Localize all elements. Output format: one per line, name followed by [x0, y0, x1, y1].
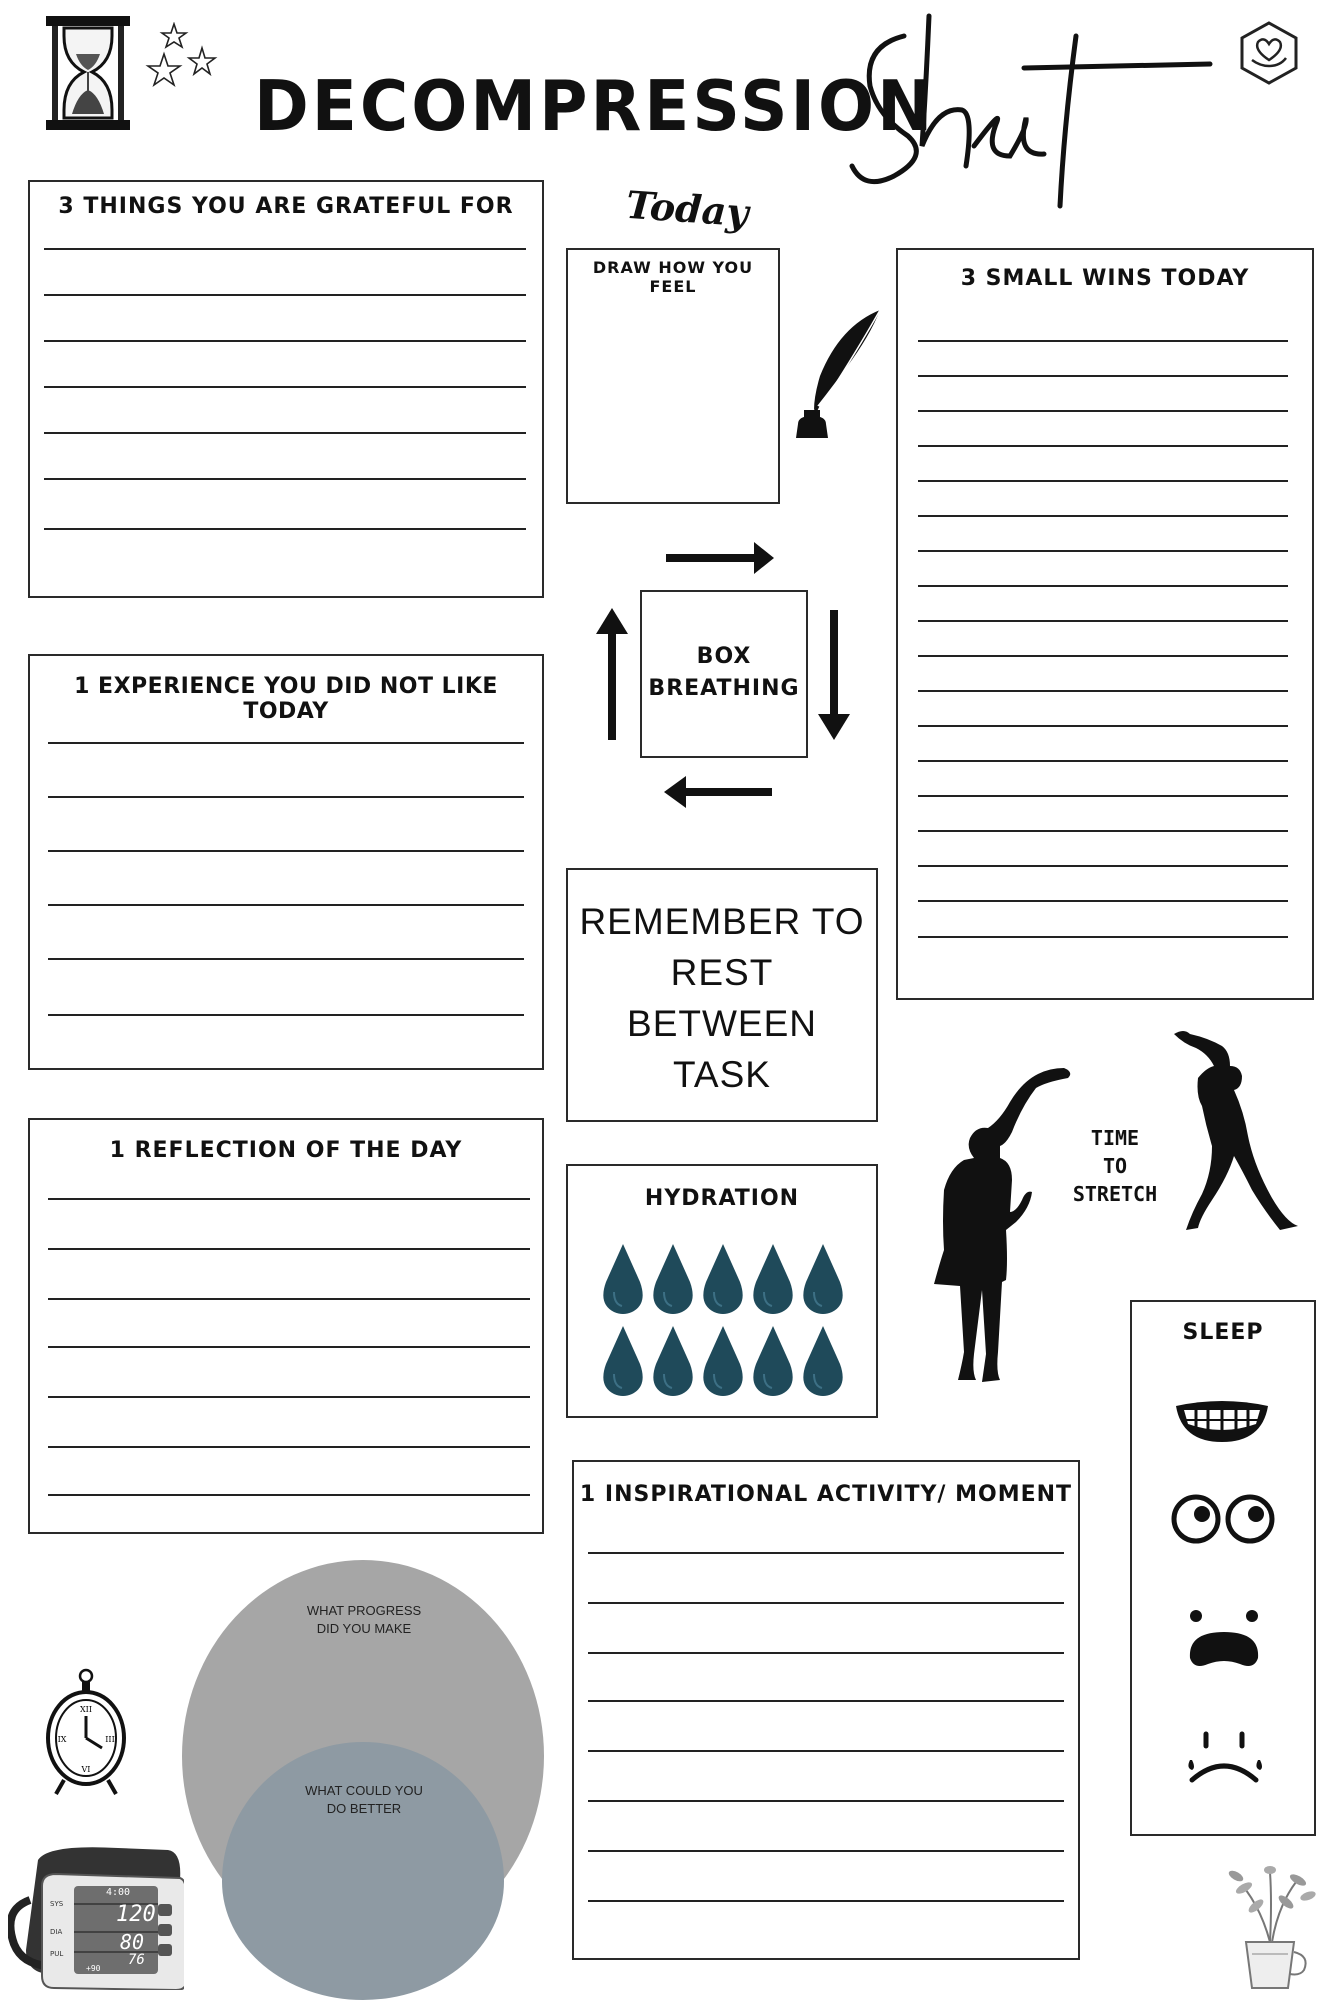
- svg-text:VI: VI: [81, 1765, 91, 1774]
- writing-line[interactable]: [918, 690, 1288, 692]
- water-drop-icon[interactable]: [602, 1242, 644, 1314]
- stretch-line-2: TO: [1102, 1154, 1128, 1178]
- writing-line[interactable]: [48, 796, 524, 798]
- shocked-face-icon[interactable]: [1184, 1608, 1264, 1672]
- writing-line[interactable]: [44, 294, 526, 296]
- draw-feel-section[interactable]: [566, 248, 780, 504]
- writing-line[interactable]: [44, 478, 526, 480]
- rest-line-4: TASK: [673, 1054, 771, 1095]
- care-heart-icon: [1236, 20, 1302, 86]
- experience-heading: 1 EXPERIENCE YOU DID NOT LIKE TODAY: [74, 674, 498, 724]
- stretch-line-3: STRETCH: [1072, 1182, 1158, 1206]
- writing-line[interactable]: [918, 655, 1288, 657]
- better-caption: [262, 1782, 466, 1818]
- bp-dia-label: DIA: [50, 1928, 63, 1936]
- rest-line-1: REMEMBER TO: [579, 901, 865, 942]
- progress-caption-line-1: WHAT PROGRESS: [306, 1603, 422, 1618]
- stars-icon: [144, 22, 220, 92]
- writing-line[interactable]: [48, 1494, 530, 1496]
- wide-eyes-face-icon[interactable]: [1170, 1492, 1276, 1546]
- inspirational-lines: [588, 1552, 1064, 1932]
- svg-text:III: III: [105, 1735, 115, 1744]
- sad-face-icon[interactable]: [1184, 1730, 1264, 1794]
- box-breathing-diagram: [590, 536, 860, 816]
- sleep-heading: SLEEP: [1182, 1320, 1264, 1345]
- writing-line[interactable]: [918, 865, 1288, 867]
- draw-feel-heading: DRAW HOW YOU FEEL: [592, 258, 754, 296]
- better-caption-line-1: WHAT COULD YOU: [305, 1783, 423, 1798]
- writing-line[interactable]: [48, 1248, 530, 1250]
- bp-pul-label: PUL: [50, 1950, 64, 1958]
- writing-line[interactable]: [918, 725, 1288, 727]
- water-drop-icon[interactable]: [752, 1242, 794, 1314]
- bp-sys-label: SYS: [50, 1900, 64, 1908]
- writing-line[interactable]: [918, 410, 1288, 412]
- writing-line[interactable]: [588, 1850, 1064, 1852]
- water-drop-icon[interactable]: [702, 1242, 744, 1314]
- svg-text:IX: IX: [57, 1735, 67, 1744]
- bp-time: 4:00: [106, 1887, 131, 1898]
- writing-line[interactable]: [48, 1298, 530, 1300]
- hydration-drops: [602, 1242, 852, 1402]
- bp-extra: +90: [86, 1964, 101, 1973]
- stretching-woman-icon: [1168, 1026, 1308, 1236]
- reflection-section: [28, 1118, 544, 1534]
- writing-line[interactable]: [918, 795, 1288, 797]
- writing-line[interactable]: [918, 550, 1288, 552]
- writing-line[interactable]: [918, 830, 1288, 832]
- writing-line[interactable]: [918, 375, 1288, 377]
- writing-line[interactable]: [588, 1700, 1064, 1702]
- writing-line[interactable]: [588, 1800, 1064, 1802]
- writing-line[interactable]: [918, 445, 1288, 447]
- writing-line[interactable]: [918, 340, 1288, 342]
- writing-line[interactable]: [918, 620, 1288, 622]
- reflection-heading: 1 REFLECTION OF THE DAY: [109, 1138, 463, 1163]
- water-drop-icon[interactable]: [602, 1324, 644, 1396]
- svg-text:XII: XII: [79, 1705, 93, 1714]
- writing-line[interactable]: [588, 1652, 1064, 1654]
- today-label: Today: [624, 181, 750, 236]
- writing-line[interactable]: [48, 1014, 524, 1016]
- writing-line[interactable]: [44, 432, 526, 434]
- writing-line[interactable]: [48, 904, 524, 906]
- quill-ink-icon: [790, 306, 886, 442]
- grateful-section: [28, 180, 544, 598]
- writing-line[interactable]: [918, 515, 1288, 517]
- writing-line[interactable]: [48, 1198, 530, 1200]
- writing-line[interactable]: [48, 958, 524, 960]
- writing-line[interactable]: [44, 340, 526, 342]
- water-drop-icon[interactable]: [702, 1324, 744, 1396]
- bp-pul-value: 76: [128, 1952, 145, 1968]
- rest-line-2: REST: [670, 952, 774, 993]
- box-breathing-label-2: BREATHING: [648, 676, 800, 701]
- small-wins-lines: [918, 340, 1288, 960]
- rest-line-3: BETWEEN: [627, 1003, 817, 1044]
- grin-face-icon[interactable]: [1172, 1398, 1272, 1448]
- writing-line[interactable]: [48, 1346, 530, 1348]
- writing-line[interactable]: [918, 480, 1288, 482]
- progress-caption: [262, 1602, 466, 1638]
- writing-line[interactable]: [588, 1900, 1064, 1902]
- inspirational-section: [572, 1460, 1080, 1960]
- rest-reminder-section: [566, 868, 878, 1122]
- writing-line[interactable]: [918, 585, 1288, 587]
- writing-line[interactable]: [588, 1750, 1064, 1752]
- bp-sys-value: 120: [116, 1902, 156, 1927]
- grateful-heading: 3 THINGS YOU ARE GRATEFUL FOR: [58, 194, 514, 219]
- small-wins-heading: 3 SMALL WINS TODAY: [960, 266, 1250, 291]
- small-wins-section: [896, 248, 1314, 1000]
- inspirational-heading: 1 INSPIRATIONAL ACTIVITY/ MOMENT: [579, 1482, 1073, 1507]
- hourglass-icon: [42, 14, 134, 132]
- hydration-heading: HYDRATION: [644, 1186, 800, 1211]
- writing-line[interactable]: [48, 1446, 530, 1448]
- sleep-section: [1130, 1300, 1316, 1836]
- bp-dia-value: 80: [120, 1930, 145, 1954]
- grateful-lines: [44, 248, 526, 578]
- page-title: DECOMPRESSION: [254, 66, 936, 147]
- water-drop-icon[interactable]: [652, 1324, 694, 1396]
- writing-line[interactable]: [48, 1396, 530, 1398]
- script-title: [834, 6, 1234, 226]
- box-breathing-square: [640, 590, 808, 758]
- writing-line[interactable]: [918, 760, 1288, 762]
- water-drop-icon[interactable]: [802, 1242, 844, 1314]
- progress-caption-line-2: DID YOU MAKE: [316, 1621, 412, 1636]
- writing-line[interactable]: [918, 900, 1288, 902]
- stretch-label: [1058, 1124, 1172, 1208]
- writing-line[interactable]: [48, 742, 524, 744]
- experience-section: [28, 654, 544, 1070]
- stretch-line-1: TIME: [1090, 1126, 1140, 1150]
- writing-line[interactable]: [48, 850, 524, 852]
- better-caption-line-2: DO BETTER: [326, 1801, 402, 1816]
- water-drop-icon[interactable]: [652, 1242, 694, 1314]
- writing-line[interactable]: [588, 1552, 1064, 1554]
- writing-line[interactable]: [44, 528, 526, 530]
- reflection-lines: [48, 1198, 530, 1518]
- writing-line[interactable]: [44, 248, 526, 250]
- plant-pot-icon: [1222, 1862, 1318, 1992]
- experience-lines: [48, 742, 524, 1042]
- box-breathing-label-1: BOX: [696, 644, 752, 669]
- writing-line[interactable]: [44, 386, 526, 388]
- stretching-man-icon: [926, 1062, 1076, 1392]
- writing-line[interactable]: [918, 936, 1288, 938]
- hydration-section: [566, 1164, 878, 1418]
- alarm-clock-icon: [44, 1668, 128, 1798]
- writing-line[interactable]: [588, 1602, 1064, 1604]
- blood-pressure-monitor-icon: [8, 1840, 184, 1990]
- water-drop-icon[interactable]: [802, 1324, 844, 1396]
- water-drop-icon[interactable]: [752, 1324, 794, 1396]
